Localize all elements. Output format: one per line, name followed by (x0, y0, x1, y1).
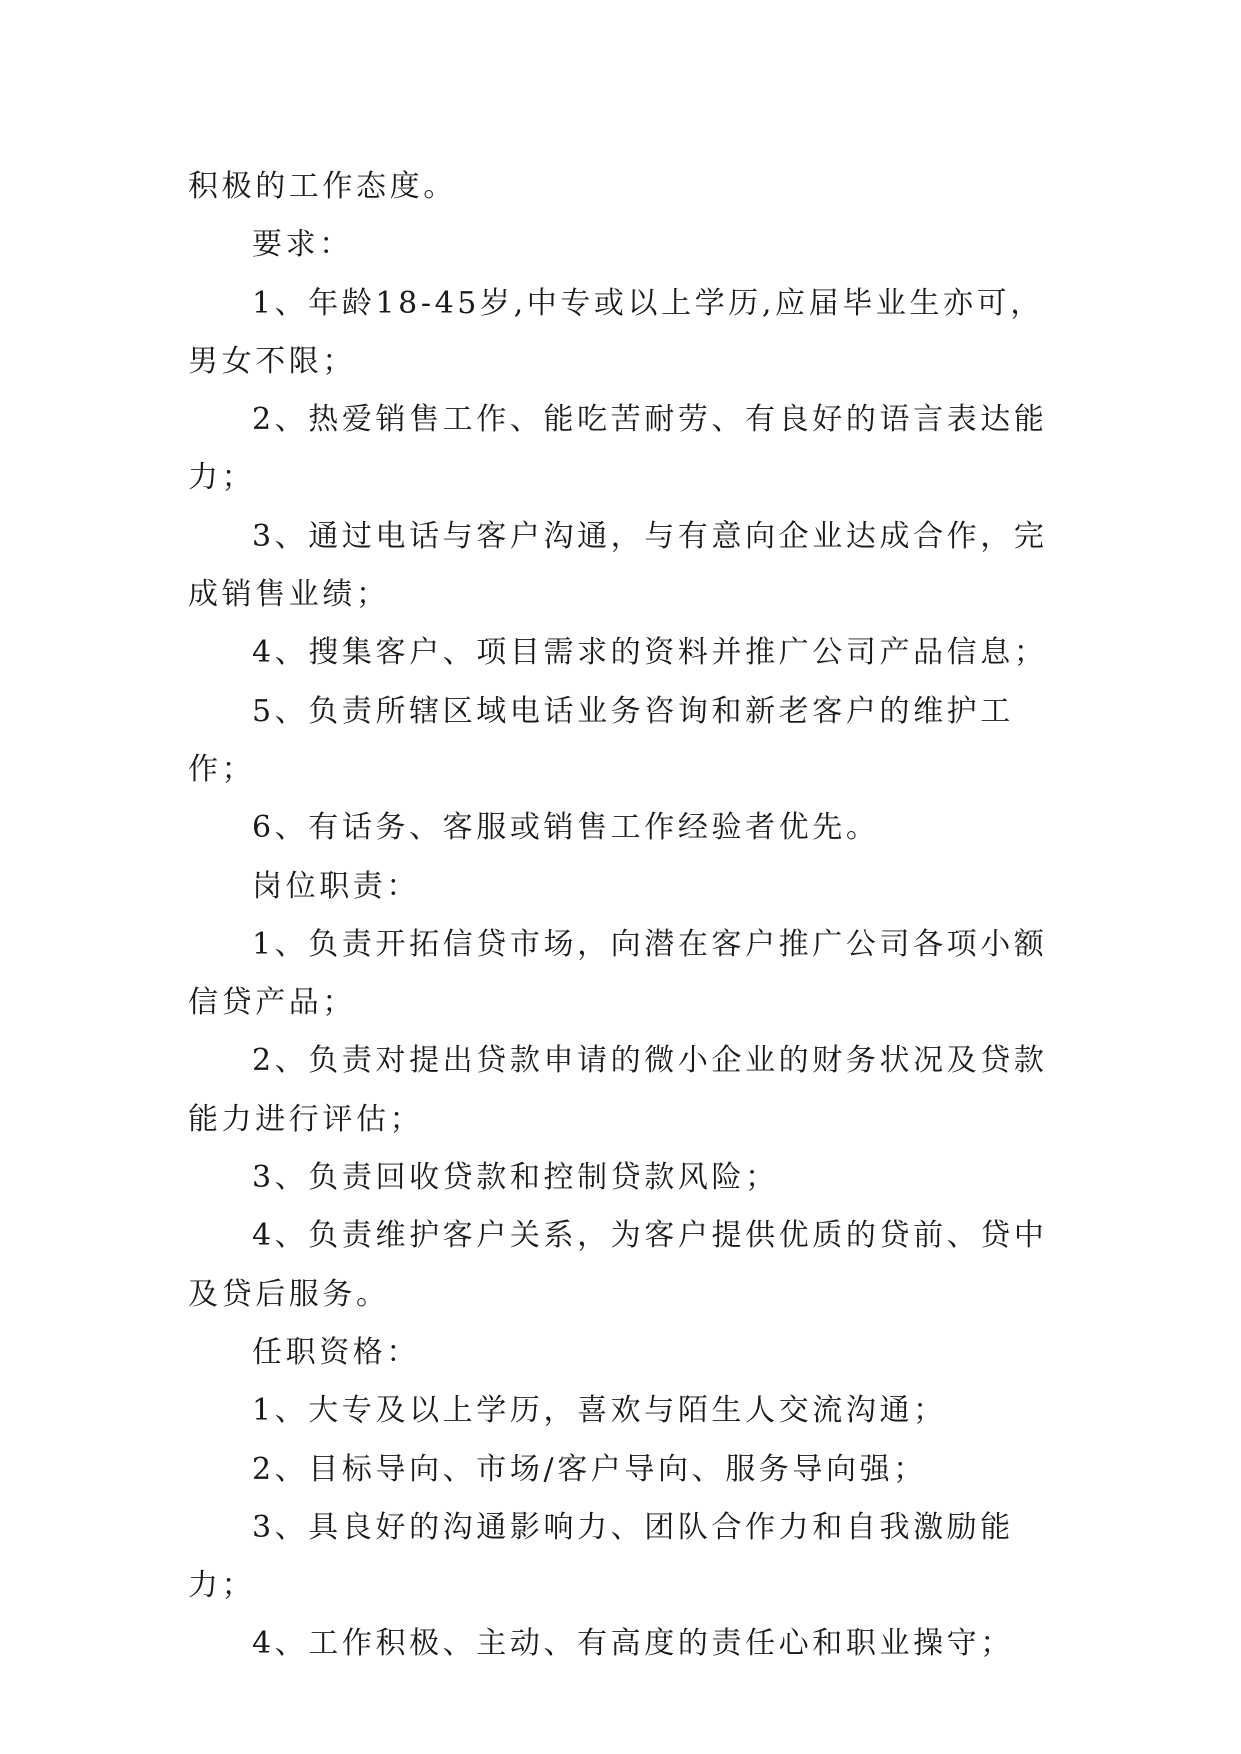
requirement-item-6: 6、有话务、客服或销售工作经验者优先。 (252, 810, 880, 846)
qualification-item-2: 2、目标导向、市场/客户导向、服务导向强； (252, 1451, 927, 1487)
requirement-item-5: 5、负责所辖区域电话业务咨询和新老客户的维护工作； (188, 693, 1014, 787)
paragraph-attitude-continued: 积极的工作态度。 (188, 169, 457, 204)
requirement-item-2: 2、热爱销售工作、能吃苦耐劳、有良好的语言表达能力； (188, 402, 1048, 496)
heading-qualifications: 任职资格： (252, 1334, 420, 1370)
document-body (188, 158, 1068, 1674)
requirement-item-4: 4、搜集客户、项目需求的资料并推广公司产品信息； (252, 635, 1048, 671)
qualification-item-1: 1、大专及以上学历，喜欢与陌生人交流沟通； (252, 1393, 947, 1429)
duty-item-4: 4、负责维护客户关系，为客户提供优质的贷前、贷中及贷后服务。 (188, 1218, 1048, 1312)
requirement-item-3: 3、通过电话与客户沟通，与有意向企业达成合作，完成销售业绩； (188, 518, 1048, 613)
qualification-item-3: 3、具良好的沟通影响力、团队合作力和自我激励能力； (188, 1509, 1014, 1604)
duty-item-3: 3、负责回收贷款和控制贷款风险； (252, 1160, 779, 1196)
requirement-item-1: 1、年龄18-45岁,中专或以上学历,应届毕业生亦可，男女不限； (188, 285, 1044, 379)
heading-requirements: 要求： (252, 227, 353, 263)
qualification-item-4: 4、工作积极、主动、有高度的责任心和职业操守； (252, 1626, 1014, 1662)
heading-job-duties: 岗位职责： (252, 868, 420, 904)
duty-item-1: 1、负责开拓信贷市场，向潜在客户推广公司各项小额信贷产品； (188, 926, 1048, 1021)
duty-item-2: 2、负责对提出贷款申请的微小企业的财务状况及贷款能力进行评估； (188, 1043, 1048, 1137)
